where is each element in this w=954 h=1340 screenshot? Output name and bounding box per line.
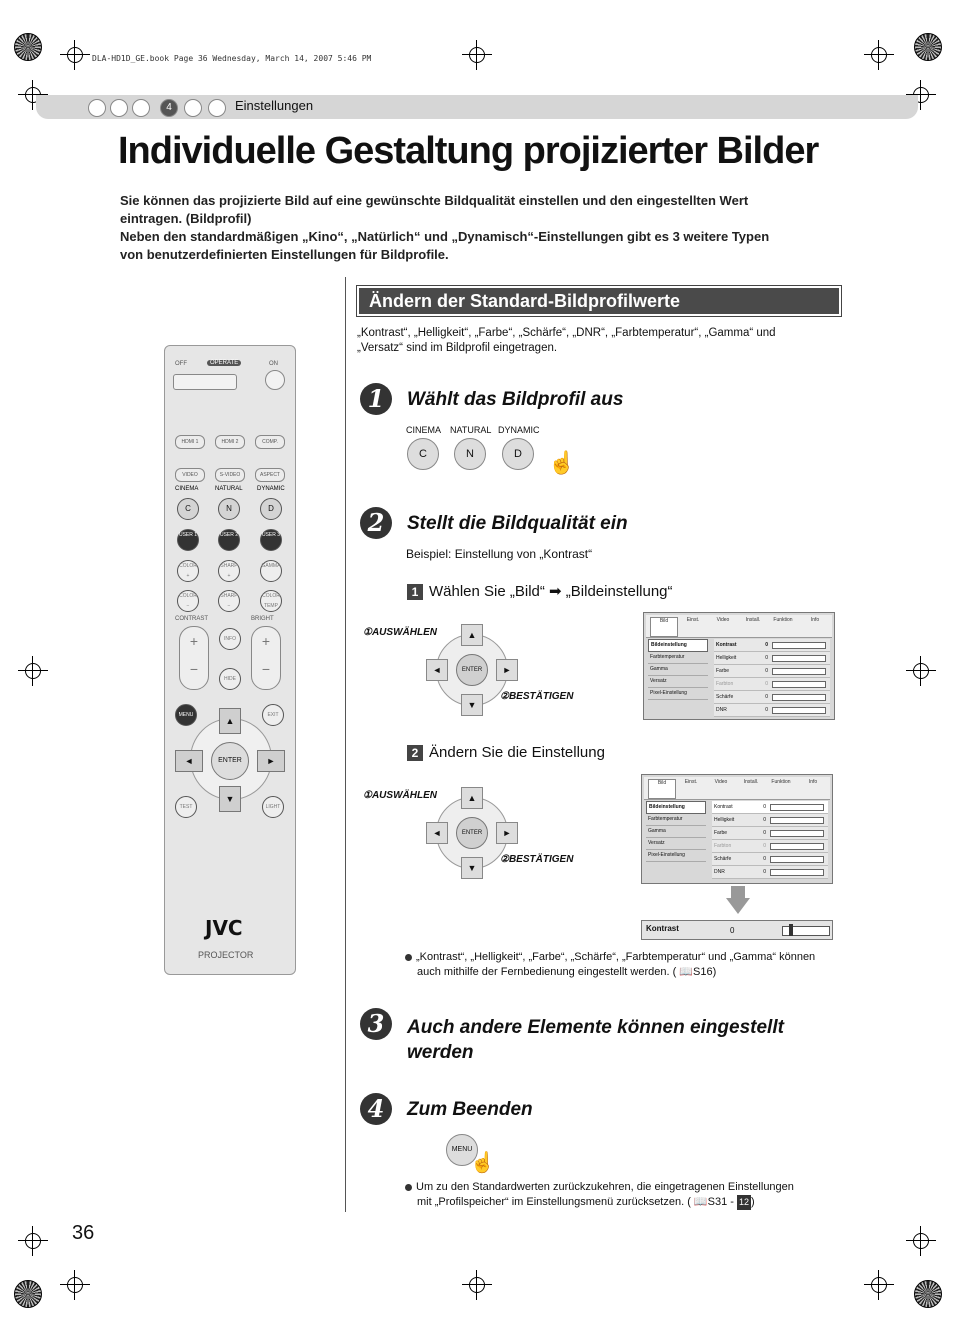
bullet-icon: [405, 954, 412, 961]
menu-item: Farbtemperatur: [648, 652, 708, 664]
menu-tabs: [646, 615, 832, 638]
menu-button[interactable]: MENU: [446, 1134, 478, 1166]
step-1-title: Wählt das Bildprofil aus: [407, 389, 624, 410]
crop-mark: [864, 1270, 894, 1300]
enter-button[interactable]: ENTER: [456, 817, 488, 849]
substep-1: [407, 582, 673, 600]
remote-operate-label: OPERATE: [207, 360, 241, 366]
menu-row-value: 0: [765, 655, 768, 661]
select-label: ①AUSWÄHLEN: [363, 790, 437, 801]
menu-item: Farbtemperatur: [646, 814, 706, 826]
tab-bild: Bild: [648, 779, 676, 799]
confirm-label: ②BESTÄTIGEN: [500, 854, 574, 865]
menu-row-label: Schärfe: [714, 856, 732, 862]
arrow-right-icon[interactable]: ►: [496, 659, 518, 681]
substep-2: [407, 744, 605, 761]
natural-button[interactable]: N: [454, 438, 486, 470]
book-icon: 📖: [676, 966, 694, 978]
step-dot-current: 4: [160, 99, 178, 117]
remote-left-button[interactable]: ◄: [175, 750, 203, 772]
remote-color-plus-button[interactable]: COLOR +: [177, 560, 199, 582]
substep-1-number: 1: [407, 584, 423, 600]
remote-dynamic-label: DYNAMIC: [257, 486, 285, 492]
section-heading-bar: Ändern der Standard-Bildprofilwerte: [359, 288, 839, 314]
remote-user1-button[interactable]: USER 1: [177, 529, 199, 551]
step-2-title: Stellt die Bildqualität ein: [407, 513, 628, 534]
contrast-slider-knob: [789, 924, 793, 936]
remote-info-button[interactable]: INFO: [219, 628, 241, 650]
tab-einst: Einst.: [686, 617, 700, 623]
registration-rosette: [914, 33, 942, 61]
crop-mark: [462, 40, 492, 70]
menu-row-label: Farbe: [716, 668, 730, 674]
menu-row-slider: [772, 655, 826, 662]
confirm-label: ②BESTÄTIGEN: [500, 691, 574, 702]
menu-row-slider: [772, 642, 826, 649]
note-line: [405, 950, 840, 965]
menu-row-value: 0: [765, 681, 768, 687]
remote-right-button[interactable]: ►: [257, 750, 285, 772]
natural-label: NATURAL: [450, 425, 492, 435]
menu-row-label: DNR: [714, 869, 725, 875]
remote-menu-button[interactable]: MENU: [175, 704, 197, 726]
intro-line: Neben den standardmäßigen „Kino“, „Natürlich“ und „Dynamisch“-Einstellungen gibt es 3 weitere Typen: [120, 229, 770, 244]
menu-row: [714, 652, 830, 665]
remote-bright-rocker[interactable]: + −: [251, 626, 281, 690]
step-3-title-line: Auch andere Elemente können eingestellt: [407, 1017, 784, 1038]
menu-row-value: 0: [763, 856, 766, 862]
menu-row-label: Helligkeit: [716, 655, 737, 661]
menu-row-value: 0: [765, 668, 768, 674]
dynamic-label: DYNAMIC: [498, 425, 540, 435]
menu-row-slider: [770, 830, 824, 837]
arrow-down-icon: [726, 898, 750, 914]
remote-hdmi1-button[interactable]: HDMI 1: [175, 435, 205, 449]
step-dot: [208, 99, 226, 117]
remote-comp-button[interactable]: COMP.: [255, 435, 285, 449]
menu-row-label: Farbton: [716, 681, 734, 687]
tab-video: Video: [714, 779, 728, 785]
remote-user3-button[interactable]: USER 3: [260, 529, 282, 551]
crop-mark: [18, 1226, 48, 1256]
step-dot: [110, 99, 128, 117]
pointing-hand-icon: ☝: [548, 450, 576, 475]
menu-row-slider: [770, 856, 824, 863]
intro-line: von benutzerdefinierten Einstellungen für Bildprofile.: [120, 247, 449, 262]
step-2-note: [405, 950, 840, 980]
remote-test-button[interactable]: TEST: [175, 796, 197, 818]
menu-row: [714, 691, 830, 704]
menu-row-value: 0: [765, 694, 768, 700]
step-2-example: Beispiel: Einstellung von „Kontrast“: [406, 547, 593, 561]
menu-item: Versatz: [646, 838, 706, 850]
tab-install: Install.: [743, 779, 759, 785]
remote-hdmi2-button[interactable]: HDMI 2: [215, 435, 245, 449]
step-3-title: [407, 1015, 784, 1065]
menu-row-slider: [772, 668, 826, 675]
note-text: auch mithilfe der Fernbedienung eingestellt werden. (: [417, 966, 677, 978]
note-text: mit „Profilspeicher“ im Einstellungsmenü zurücksetzen. (: [417, 1196, 691, 1208]
menu-row: [712, 853, 828, 866]
menu-right-list: [712, 801, 828, 879]
contrast-result-bar: [641, 920, 833, 940]
menu-row-slider: [772, 694, 826, 701]
arrow-up-icon[interactable]: ▲: [461, 787, 483, 809]
menu-item: Versatz: [648, 676, 708, 688]
remote-light-button[interactable]: LIGHT: [262, 796, 284, 818]
step-dot: [132, 99, 150, 117]
remote-cinema-label: CINEMA: [175, 486, 199, 492]
arrow-down-icon[interactable]: ▼: [461, 857, 483, 879]
menu-row: [712, 840, 828, 853]
remote-contrast-rocker[interactable]: + −: [179, 626, 209, 690]
remote-off-button[interactable]: [173, 374, 237, 390]
step-3-title-line: werden: [407, 1042, 474, 1063]
menu-screenshot: [643, 612, 835, 720]
page-ref: S16): [693, 966, 717, 978]
page-title: Individuelle Gestaltung projizierter Bilder: [118, 130, 819, 172]
registration-rosette: [14, 1280, 42, 1308]
menu-row-value: 0: [763, 843, 766, 849]
remote-video-button[interactable]: VIDEO: [175, 468, 205, 482]
registration-rosette: [914, 1280, 942, 1308]
ref-badge: 12: [737, 1195, 751, 1210]
remote-dynamic-button[interactable]: D: [260, 498, 282, 520]
arrow-up-icon[interactable]: ▲: [461, 624, 483, 646]
menu-item: Bildeinstellung: [646, 801, 706, 814]
step-4-number: 4: [360, 1093, 392, 1125]
menu-tabs: [644, 777, 830, 800]
crop-mark: [60, 40, 90, 70]
menu-row-value: 0: [763, 869, 766, 875]
enter-button[interactable]: ENTER: [456, 654, 488, 686]
remote-color-temp-button[interactable]: COLOR TEMP: [260, 590, 282, 612]
tab-info: Info: [810, 617, 820, 623]
menu-row: [714, 665, 830, 678]
pointing-hand-icon: ☝: [470, 1152, 495, 1174]
menu-row-value: 0: [763, 804, 766, 810]
menu-right-list: [714, 639, 830, 717]
remote-color-minus-button[interactable]: COLOR −: [177, 590, 199, 612]
remote-gamma-button[interactable]: GAMMA: [260, 560, 282, 582]
note-text: „Kontrast“, „Helligkeit“, „Farbe“, „Schärfe“, „Farbtemperatur“ und „Gamma“ können: [416, 951, 816, 963]
menu-left-list: [648, 639, 708, 700]
step-3-number: 3: [360, 1008, 392, 1040]
substep-1-text: Wählen Sie „Bild“ ➡ „Bildeinstellung“: [429, 583, 673, 600]
arrow-left-icon[interactable]: ◄: [426, 822, 448, 844]
menu-row-slider: [770, 817, 824, 824]
menu-row-slider: [772, 707, 826, 714]
menu-row-label: Farbe: [714, 830, 728, 836]
page-ref: S31 -: [707, 1196, 734, 1208]
menu-item: Pixel-Einstellung: [646, 850, 706, 862]
remote-on-label: ON: [269, 361, 278, 367]
select-label: ①AUSWÄHLEN: [363, 627, 437, 638]
remote-enter-button[interactable]: ENTER: [211, 742, 249, 780]
desc-line: „Versatz“ sind im Bildprofil eingetragen.: [357, 342, 558, 354]
remote-on-button[interactable]: [265, 370, 285, 390]
remote-natural-button[interactable]: N: [218, 498, 240, 520]
note-line: [405, 1195, 845, 1210]
remote-aspect-button[interactable]: ASPECT: [255, 468, 285, 482]
tab-funktion: Funktion: [773, 617, 793, 623]
remote-hide-button[interactable]: HIDE: [219, 668, 241, 690]
menu-item: Gamma: [648, 664, 708, 676]
arrow-stem: [731, 886, 745, 898]
desc-line: „Kontrast“, „Helligkeit“, „Farbe“, „Schärfe“, „DNR“, „Farbtemperatur“, „Gamma“ und: [357, 327, 776, 339]
menu-row-label: Kontrast: [716, 642, 737, 648]
menu-row: [714, 639, 830, 652]
remote-user2-button[interactable]: USER 2: [218, 529, 240, 551]
tab-bild: Bild: [650, 617, 678, 637]
step-2-number: 2: [360, 507, 392, 539]
crop-mark: [864, 40, 894, 70]
tab-install: Install.: [745, 617, 761, 623]
menu-row: [714, 678, 830, 691]
note-end: ): [751, 1196, 755, 1208]
menu-row-slider: [770, 804, 824, 811]
cinema-label: CINEMA: [406, 425, 442, 435]
crop-mark: [906, 1226, 936, 1256]
remote-up-button[interactable]: ▲: [219, 708, 241, 734]
step-4-title: Zum Beenden: [407, 1099, 533, 1120]
contrast-label: Kontrast: [646, 924, 679, 933]
tab-funktion: Funktion: [771, 779, 791, 785]
substep-2-number: 2: [407, 745, 423, 761]
menu-row-label: DNR: [716, 707, 727, 713]
contrast-value: 0: [730, 926, 735, 935]
section-label: Einstellungen: [235, 98, 314, 113]
note-text: Um zu den Standardwerten zurückzukehren, die eingetragenen Einstellungen: [416, 1181, 794, 1193]
tab-video: Video: [716, 617, 730, 623]
arrow-left-icon[interactable]: ◄: [426, 659, 448, 681]
arrow-down-icon[interactable]: ▼: [461, 694, 483, 716]
menu-screenshot: [641, 774, 833, 884]
step-dot: [184, 99, 202, 117]
tab-info: Info: [808, 779, 818, 785]
remote-model-label: PROJECTOR: [198, 950, 254, 960]
menu-row-label: Helligkeit: [714, 817, 735, 823]
remote-svideo-button[interactable]: S-VIDEO: [215, 468, 245, 482]
menu-item: Pixel-Einstellung: [648, 688, 708, 700]
menu-row: [712, 827, 828, 840]
menu-row: [712, 801, 828, 814]
remote-natural-label: NATURAL: [215, 486, 243, 492]
intro-line: eintragen. (Bildprofil): [120, 211, 252, 226]
menu-item: Gamma: [646, 826, 706, 838]
menu-row-value: 0: [765, 642, 768, 648]
menu-row-label: Kontrast: [714, 804, 733, 810]
remote-sharp-minus-button[interactable]: SHARP −: [218, 590, 240, 612]
remote-cinema-button[interactable]: C: [177, 498, 199, 520]
remote-brand-logo: JVC: [205, 916, 243, 940]
bullet-icon: [405, 1184, 412, 1191]
menu-row-slider: [770, 869, 824, 876]
step-dot: [88, 99, 106, 117]
remote-bright-label: BRIGHT: [251, 616, 274, 622]
menu-row: [714, 704, 830, 717]
section-heading: [356, 285, 842, 317]
step-4-note: [405, 1180, 845, 1210]
menu-row-slider: [772, 681, 826, 688]
crop-mark: [60, 1270, 90, 1300]
remote-control: [164, 345, 296, 975]
crop-mark: [906, 656, 936, 686]
menu-row-value: 0: [763, 817, 766, 823]
book-icon: 📖: [690, 1196, 708, 1208]
registration-rosette: [14, 33, 42, 61]
remote-exit-button[interactable]: EXIT: [262, 704, 284, 726]
menu-row: [712, 866, 828, 879]
page-number: 36: [72, 1222, 95, 1244]
menu-row-label: Schärfe: [716, 694, 734, 700]
intro-text: [120, 192, 769, 264]
remote-contrast-label: CONTRAST: [175, 616, 208, 622]
print-info: DLA-HD1D_GE.book Page 36 Wednesday, March 14, 2007 5:46 PM: [92, 54, 372, 63]
remote-down-button[interactable]: ▼: [219, 786, 241, 812]
tab-einst: Einst.: [684, 779, 698, 785]
remote-sharp-plus-button[interactable]: SHARP +: [218, 560, 240, 582]
dynamic-button[interactable]: D: [502, 438, 534, 470]
crop-mark: [18, 656, 48, 686]
menu-row-value: 0: [763, 830, 766, 836]
column-divider: [345, 277, 346, 1212]
note-line: [405, 1180, 845, 1195]
menu-row: [712, 814, 828, 827]
cinema-button[interactable]: C: [407, 438, 439, 470]
step-1-number: 1: [360, 383, 392, 415]
menu-item: Bildeinstellung: [648, 639, 708, 652]
substep-2-text: Ändern Sie die Einstellung: [429, 744, 605, 761]
note-line: [405, 965, 840, 980]
arrow-right-icon[interactable]: ►: [496, 822, 518, 844]
menu-row-slider: [770, 843, 824, 850]
intro-line: Sie können das projizierte Bild auf eine gewünschte Bildqualität einstellen und den eingestellten Wert: [120, 193, 749, 208]
menu-row-label: Farbton: [714, 843, 732, 849]
section-description: [357, 326, 776, 356]
remote-off-label: OFF: [175, 361, 187, 367]
menu-row-value: 0: [765, 707, 768, 713]
menu-left-list: [646, 801, 706, 862]
crop-mark: [462, 1270, 492, 1300]
